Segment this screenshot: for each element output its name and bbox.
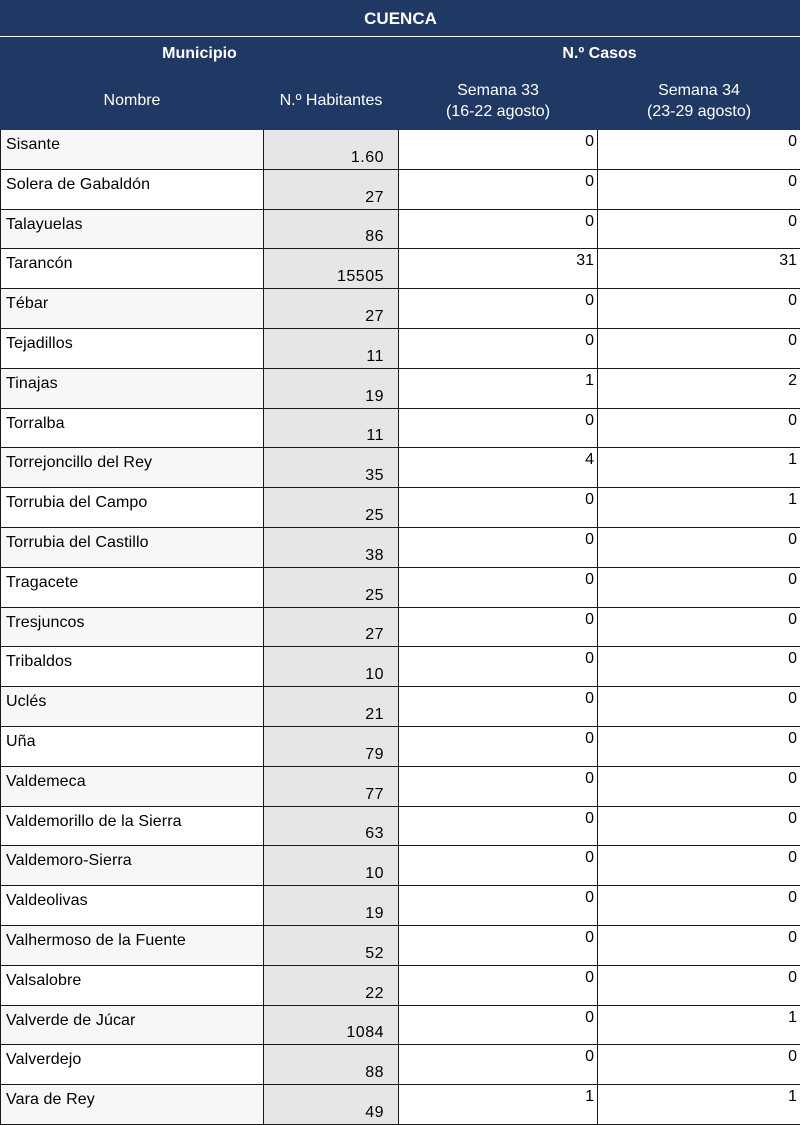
table-body: [1, 130, 800, 1125]
semana-33-cases: 0: [399, 687, 598, 727]
semana-34-cases: 0: [598, 925, 800, 965]
table-row: [1, 647, 800, 687]
table-row: [1, 169, 800, 209]
semana-34-cases: 0: [598, 328, 800, 368]
table-header: [1, 1, 800, 130]
table-title: CUENCA: [1, 1, 800, 37]
population-cell: 63: [264, 806, 399, 846]
semana-33-cases: 0: [399, 488, 598, 528]
table-row: [1, 209, 800, 249]
semana-34-cases: 0: [598, 169, 800, 209]
table-row: [1, 289, 800, 329]
column-header-habitantes: N.º Habitantes: [264, 72, 399, 130]
column-header-semana-34: [598, 72, 800, 130]
semana-33-dates: (16-22 agosto): [446, 103, 550, 120]
table-row: [1, 328, 800, 368]
semana-34-cases: 1: [598, 448, 800, 488]
semana-33-cases: 0: [399, 766, 598, 806]
semana-33-cases: 0: [399, 846, 598, 886]
municipio-name: Valsalobre: [1, 965, 264, 1005]
semana-33-cases: 0: [399, 567, 598, 607]
table-row: [1, 886, 800, 926]
semana-33-cases: 4: [399, 448, 598, 488]
semana-33-cases: 0: [399, 925, 598, 965]
population-cell: 27: [264, 607, 399, 647]
semana-34-cases: 0: [598, 886, 800, 926]
table-row: [1, 448, 800, 488]
group-header-casos: N.º Casos: [399, 37, 800, 72]
table-row: [1, 527, 800, 567]
municipio-name: Tejadillos: [1, 328, 264, 368]
municipio-name: Tragacete: [1, 567, 264, 607]
table-row: [1, 567, 800, 607]
municipio-name: Sisante: [1, 130, 264, 170]
population-cell: 38: [264, 527, 399, 567]
table-row: [1, 846, 800, 886]
municipio-name: Valdemeca: [1, 766, 264, 806]
semana-34-cases: 0: [598, 1045, 800, 1085]
table-row: [1, 806, 800, 846]
municipio-name: Valverdejo: [1, 1045, 264, 1085]
semana-33-cases: 0: [399, 1005, 598, 1045]
semana-33-cases: 0: [399, 886, 598, 926]
population-cell: 19: [264, 886, 399, 926]
population-cell: 79: [264, 726, 399, 766]
population-cell: 21: [264, 687, 399, 727]
municipio-name: Tébar: [1, 289, 264, 329]
semana-33-cases: 0: [399, 408, 598, 448]
semana-34-cases: 0: [598, 527, 800, 567]
municipio-name: Vara de Rey: [1, 1085, 264, 1125]
municipio-name: Valhermoso de la Fuente: [1, 925, 264, 965]
municipio-name: Torralba: [1, 408, 264, 448]
semana-34-cases: 0: [598, 209, 800, 249]
semana-34-cases: 0: [598, 726, 800, 766]
municipio-name: Torrubia del Castillo: [1, 527, 264, 567]
population-cell: 1.60: [264, 130, 399, 170]
population-cell: 1084: [264, 1005, 399, 1045]
semana-33-cases: 0: [399, 328, 598, 368]
semana-33-cases: 0: [399, 1045, 598, 1085]
municipio-name: Talayuelas: [1, 209, 264, 249]
municipio-name: Tribaldos: [1, 647, 264, 687]
semana-33-cases: 0: [399, 130, 598, 170]
semana-34-cases: 1: [598, 1005, 800, 1045]
semana-34-cases: 0: [598, 130, 800, 170]
table-row: [1, 408, 800, 448]
table-row: [1, 1005, 800, 1045]
population-cell: 52: [264, 925, 399, 965]
municipio-name: Tarancón: [1, 249, 264, 289]
semana-34-cases: 0: [598, 846, 800, 886]
population-cell: 86: [264, 209, 399, 249]
semana-34-cases: 0: [598, 687, 800, 727]
population-cell: 35: [264, 448, 399, 488]
semana-34-cases: 1: [598, 488, 800, 528]
semana-34-cases: 2: [598, 368, 800, 408]
municipio-name: Uña: [1, 726, 264, 766]
population-cell: 22: [264, 965, 399, 1005]
semana-34-cases: 0: [598, 408, 800, 448]
semana-33-cases: 31: [399, 249, 598, 289]
table-row: [1, 368, 800, 408]
table-row: [1, 726, 800, 766]
municipio-name: Solera de Gabaldón: [1, 169, 264, 209]
population-cell: 10: [264, 647, 399, 687]
municipio-name: Valdeolivas: [1, 886, 264, 926]
table-row: [1, 965, 800, 1005]
population-cell: 25: [264, 567, 399, 607]
population-cell: 77: [264, 766, 399, 806]
semana-33-cases: 0: [399, 527, 598, 567]
population-cell: 19: [264, 368, 399, 408]
semana-34-cases: 0: [598, 567, 800, 607]
municipio-name: Valdemorillo de la Sierra: [1, 806, 264, 846]
semana-34-cases: 0: [598, 965, 800, 1005]
table-row: [1, 607, 800, 647]
population-cell: 11: [264, 328, 399, 368]
semana-33-cases: 0: [399, 965, 598, 1005]
table-row: [1, 249, 800, 289]
semana-33-cases: 0: [399, 806, 598, 846]
municipio-name: Uclés: [1, 687, 264, 727]
table-row: [1, 766, 800, 806]
population-cell: 15505: [264, 249, 399, 289]
semana-33-cases: 0: [399, 169, 598, 209]
semana-34-cases: 0: [598, 766, 800, 806]
semana-34-cases: 0: [598, 647, 800, 687]
semana-33-cases: 0: [399, 289, 598, 329]
semana-34-label: Semana 34: [658, 82, 740, 99]
population-cell: 88: [264, 1045, 399, 1085]
semana-33-cases: 0: [399, 726, 598, 766]
semana-33-cases: 0: [399, 209, 598, 249]
semana-34-cases: 0: [598, 607, 800, 647]
population-cell: 10: [264, 846, 399, 886]
column-header-nombre: Nombre: [1, 72, 264, 130]
table-row: [1, 925, 800, 965]
table-row: [1, 488, 800, 528]
semana-33-cases: 1: [399, 1085, 598, 1125]
municipio-name: Valdemoro-Sierra: [1, 846, 264, 886]
semana-33-cases: 1: [399, 368, 598, 408]
semana-34-cases: 0: [598, 806, 800, 846]
table-row: [1, 1045, 800, 1085]
municipio-name: Tresjuncos: [1, 607, 264, 647]
population-cell: 49: [264, 1085, 399, 1125]
semana-33-label: Semana 33: [457, 82, 539, 99]
municipio-name: Torrejoncillo del Rey: [1, 448, 264, 488]
semana-34-cases: 31: [598, 249, 800, 289]
population-cell: 25: [264, 488, 399, 528]
population-cell: 27: [264, 169, 399, 209]
group-header-municipio: Municipio: [1, 37, 399, 72]
table-row: [1, 1085, 800, 1125]
municipio-name: Tinajas: [1, 368, 264, 408]
semana-34-cases: 1: [598, 1085, 800, 1125]
municipio-name: Torrubia del Campo: [1, 488, 264, 528]
semana-34-cases: 0: [598, 289, 800, 329]
column-header-semana-33: [399, 72, 598, 130]
population-cell: 27: [264, 289, 399, 329]
semana-34-dates: (23-29 agosto): [647, 103, 751, 120]
table-row: [1, 687, 800, 727]
semana-33-cases: 0: [399, 607, 598, 647]
table-row: [1, 130, 800, 170]
population-cell: 11: [264, 408, 399, 448]
municipio-name: Valverde de Júcar: [1, 1005, 264, 1045]
semana-33-cases: 0: [399, 647, 598, 687]
